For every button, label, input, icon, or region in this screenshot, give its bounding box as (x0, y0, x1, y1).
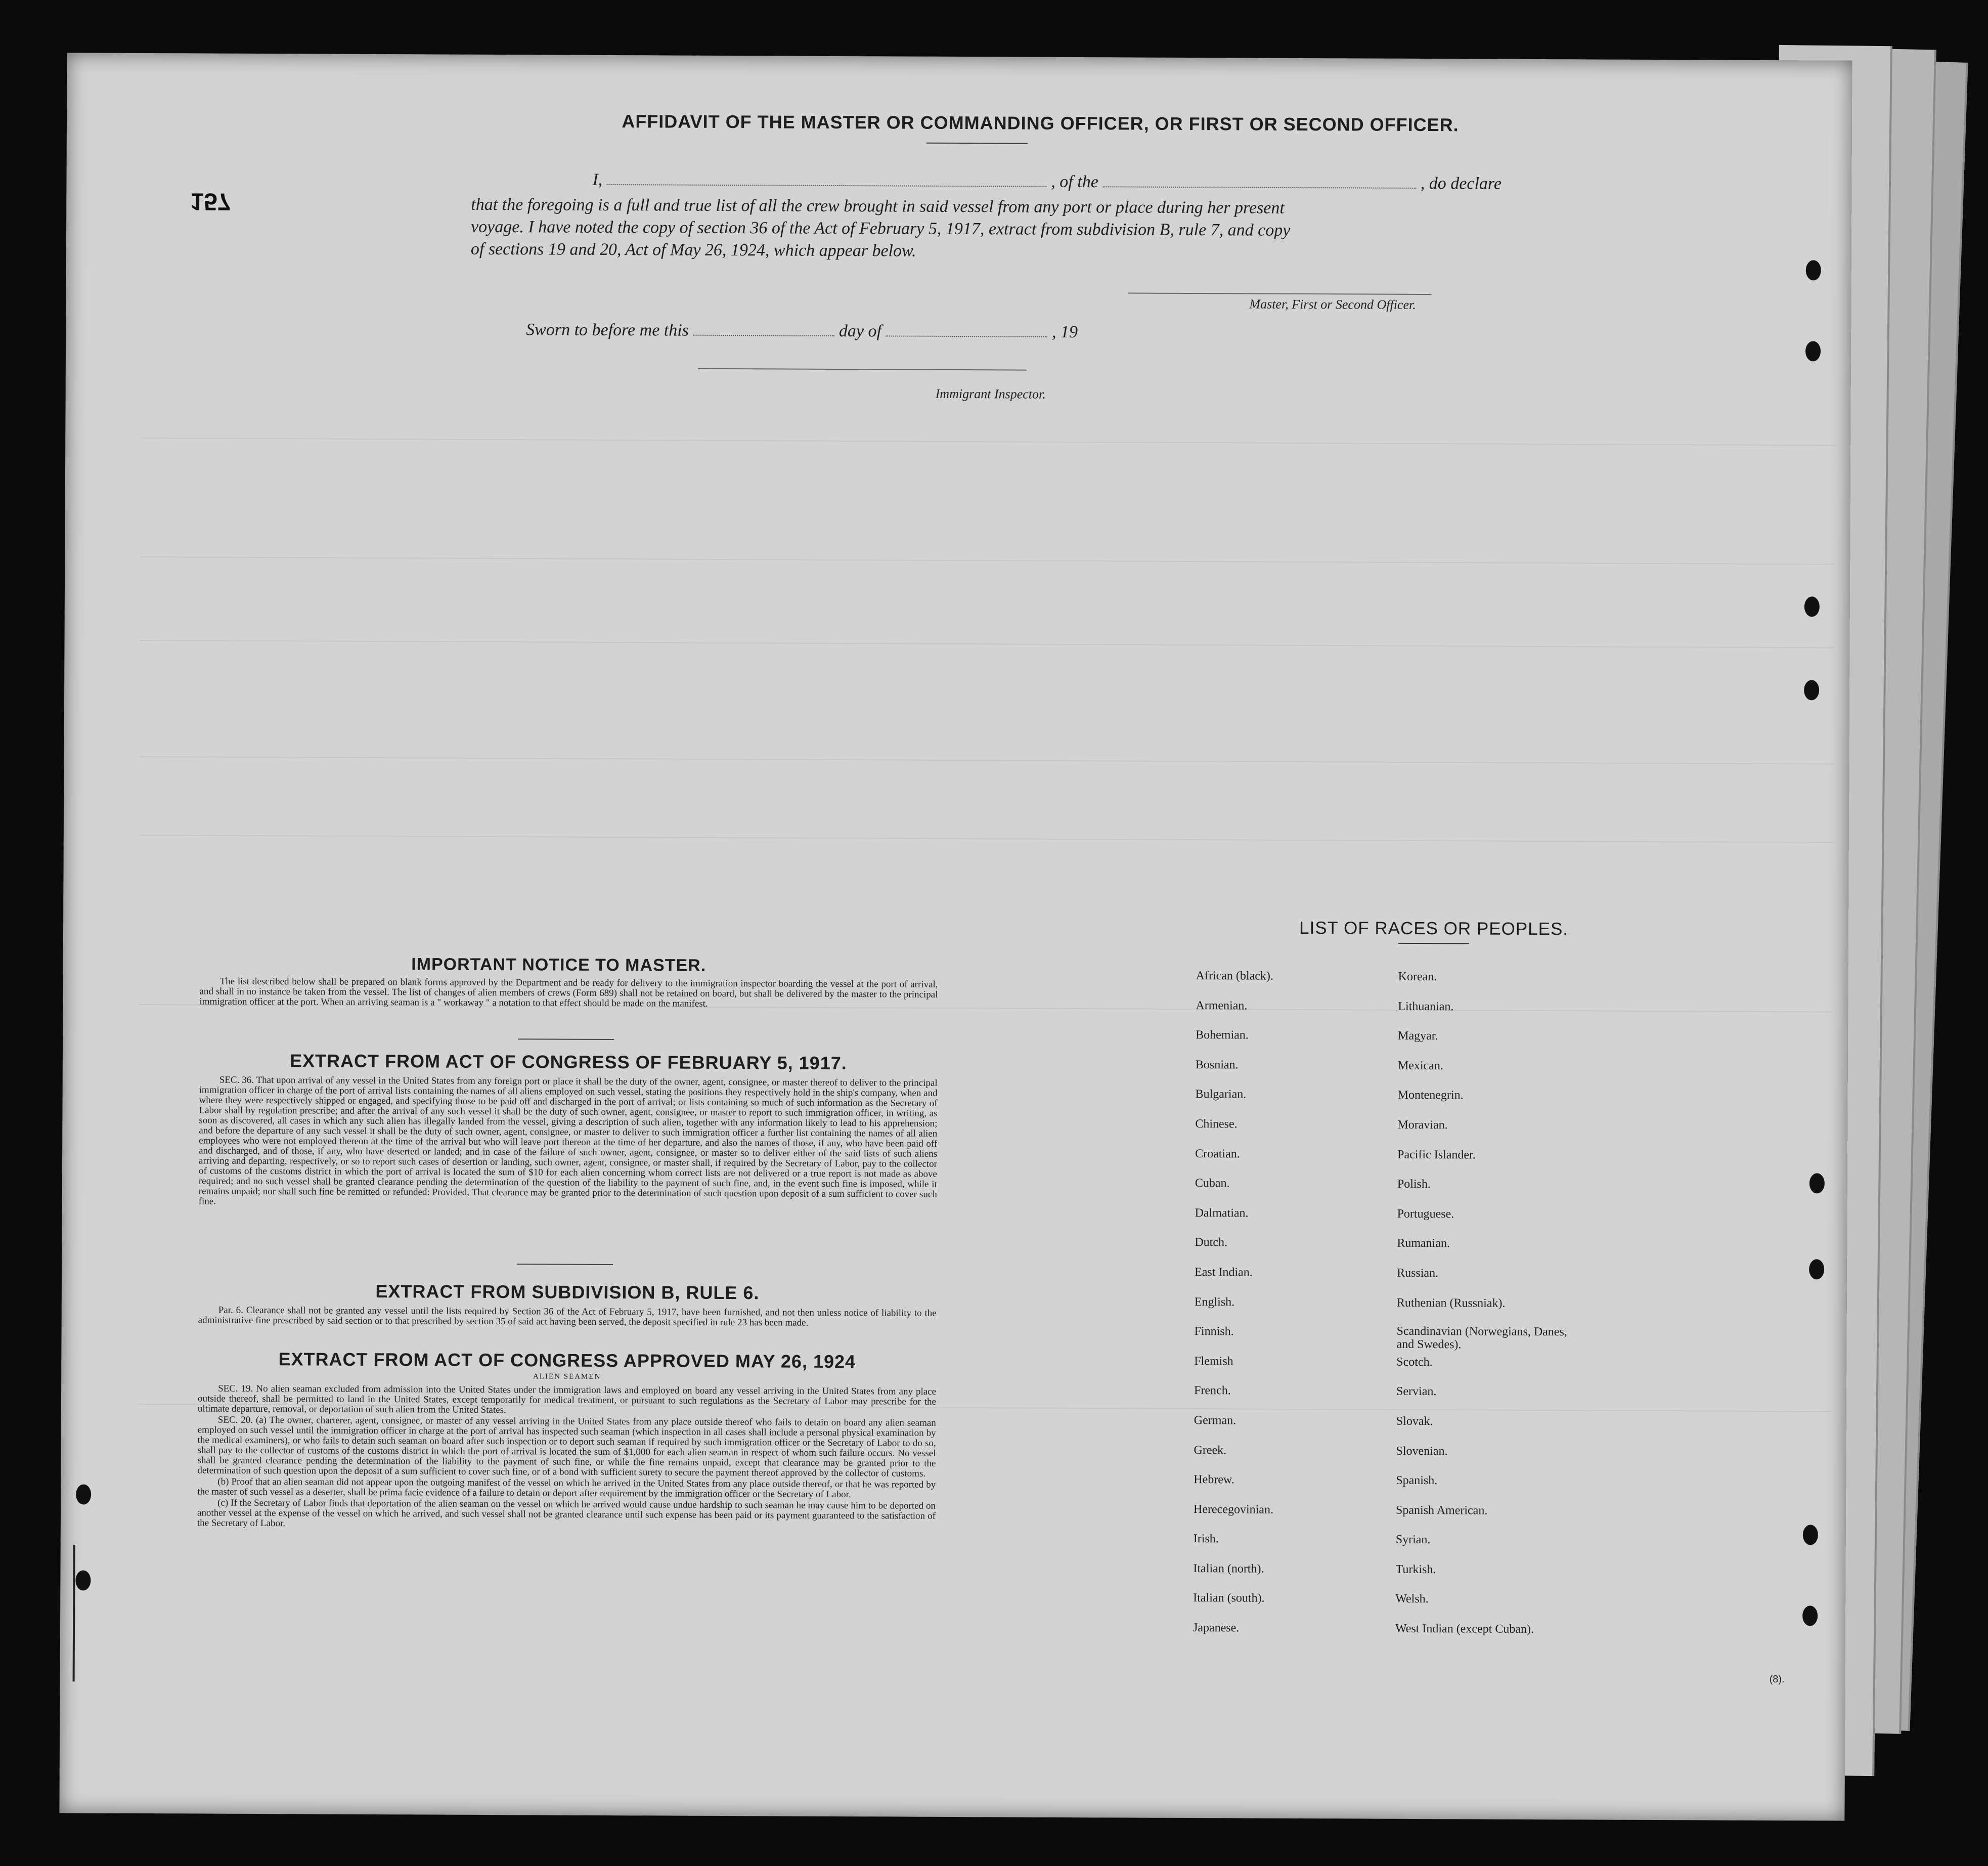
race-item: Irish. (1193, 1532, 1219, 1546)
notice-body (199, 976, 938, 1011)
punch-hole (1803, 1525, 1818, 1545)
race-item: Montenegrin. (1397, 1089, 1464, 1102)
race-item: Moravian. (1397, 1118, 1448, 1132)
race-item: Greek. (1194, 1443, 1227, 1457)
race-item: Bulgarian. (1195, 1088, 1247, 1101)
race-item: Welsh. (1395, 1592, 1429, 1606)
sec20b-text: (b) Proof that an alien seaman did not appear upon the outgoing manifest of the vessel on which he arrived in the United States from any place outside thereof, or that he was reported by the master of such vessel as a deserter, shall be prima facie evidence of a failure to detain or deport after requirement by the immigration officer or the Secretary of Labor. (197, 1476, 936, 1500)
race-item: Polish. (1397, 1177, 1431, 1191)
race-item: Spanish American. (1396, 1503, 1488, 1517)
extract-1917-body (199, 1075, 938, 1210)
race-item: West Indian (except Cuban). (1395, 1622, 1534, 1636)
affidavit-do-declare: , do declare (1420, 173, 1502, 193)
race-item: Italian (south). (1193, 1591, 1265, 1605)
race-item: East Indian. (1195, 1266, 1253, 1279)
race-item: Rumanian. (1397, 1237, 1450, 1250)
race-item: Bohemian. (1196, 1028, 1249, 1042)
extract-1917-text: SEC. 36. That upon arrival of any vessel in the United States from any foreign port or place it shall be the duty of the owner, agent, consignee, or master thereof to deliver to the principal immigration officer in charge of the port of arrival lists containing the names of all aliens employed on such vessel, stating the positions they respectively hold in the ship's company, when and where they were respectively shipped or engaged, and specifying those to be paid off and discharged in the port of arrival; or lists containing so much of such information as the Secretary of Labor shall by regulation prescribe; and after the arrival of any such vessel it shall be the duty of such owner, agent, consignee, or master to report to such immigration officer, in writing, as soon as discovered, all cases in which any such alien has illegally landed from the vessel, giving a description of such alien, together with any information likely to lead to his apprehension; and before the departure of any such vessel it shall be the duty of such owner, agent, consignee, or master to deliver to such immigration officer a further list containing the names of all alien employees who were not employed thereon at the time of the arrival but who will leave port thereon at the time of her departure, and also the names of those, if any, who have been paid off and discharged, and of those, if any, who have deserted or landed; and in case of the failure of such owner, agent, consignee, or master so to deliver either of the said lists of such aliens arriving and departing, respectively, or so to report such cases of desertion or landing, such owner, agent, consignee, or master shall, if required by the Secretary of Labor, pay to the collector of customs of the customs district in which the port of arrival is located the sum of $10 for each alien concerning whom correct lists are not delivered or a true report is not made as above required; and no such vessel shall be granted clearance pending the determination of the question of the liability to the payment of such fine, and, in the event such fine is imposed, while it remains unpaid; nor shall such fine be remitted or refunded: Provided, That clearance may be granted prior to the determination of such question upon deposit of a sum sufficient to cover such fine. (198, 1074, 938, 1207)
document-page (59, 53, 1852, 1820)
race-item: Pacific Islander. (1397, 1148, 1476, 1162)
race-item: Finnish. (1194, 1325, 1234, 1338)
affidavit-title: AFFIDAVIT OF THE MASTER OR COMMANDING OFFICER, OR FIRST OR SECOND OFFICER. (622, 111, 1459, 136)
race-item: Hebrew. (1194, 1473, 1234, 1487)
race-item: Scotch. (1396, 1355, 1433, 1369)
affidavit-line-3: voyage. I have noted the copy of section 36 of the Act of February 5, 1917, extract from subdivision B, rule 7, and copy (471, 217, 1291, 240)
punch-hole (75, 1570, 91, 1590)
day-of-label: day of (838, 321, 882, 341)
race-item: Syrian. (1395, 1533, 1431, 1547)
race-item: Magyar. (1398, 1029, 1438, 1043)
race-item: Servian. (1396, 1385, 1437, 1399)
race-item: Chinese. (1195, 1117, 1238, 1131)
notice-text: The list described below shall be prepared on blank forms approved by the Department and be ready for delivery to the immigration inspector boarding the vessel at the port of arrival, and shall in no instance be taken from the vessel. The list of changes of alien members of crews (Form 689) shall not be retained on board, but shall be delivered by the master to the principal immigration officer at the port. When an arriving seaman is a " workaway " a notation to that effect should be made on the manifest. (199, 976, 938, 1009)
sworn-line (526, 320, 1183, 342)
name-blank (607, 171, 1047, 187)
notice-title: IMPORTANT NOTICE TO MASTER. (411, 954, 706, 975)
day-blank (693, 322, 834, 336)
year-label: , 19 (1051, 322, 1078, 342)
sec20c-text: (c) If the Secretary of Labor finds that deportation of the alien seaman on the vessel on which he arrived would cause undue hardship to such seaman he may cause him to be deported on another vessel at the expense of the vessel on which he arrived, and such vessel shall not be granted clearance until such expense has been paid or its payment guaranteed to the satisfaction of the Secretary of Labor. (197, 1497, 936, 1529)
race-item: Herecegovinian. (1194, 1502, 1274, 1516)
race-item: Portuguese. (1397, 1207, 1454, 1221)
punch-hole (1804, 596, 1820, 617)
race-item: Spanish. (1396, 1473, 1438, 1488)
punch-hole (1809, 1173, 1825, 1193)
race-item: Ruthenian (Russniak). (1396, 1296, 1506, 1310)
race-item: Lithuanian. (1398, 1000, 1454, 1013)
affidavit-declaration-line (471, 170, 1558, 194)
affidavit-of-the: , of the (1051, 172, 1098, 192)
margin-line (73, 1545, 75, 1681)
punch-hole (76, 1484, 91, 1504)
page-number: 157 (190, 188, 231, 215)
extract-1917-title: EXTRACT FROM ACT OF CONGRESS OF FEBRUARY 5, 1917. (289, 1050, 847, 1074)
extract-1924-body (197, 1383, 936, 1532)
divider (926, 143, 1028, 144)
affidavit-line-4: of sections 19 and 20, Act of May 26, 1924, which appear below. (470, 239, 916, 261)
race-item: Armenian. (1196, 999, 1248, 1013)
races-title: LIST OF RACES OR PEOPLES. (1299, 918, 1569, 939)
divider (1398, 943, 1469, 944)
race-item: Cuban. (1195, 1177, 1230, 1190)
vessel-blank (1102, 173, 1416, 189)
race-item: Slovak. (1396, 1414, 1433, 1428)
form-number: (8). (1769, 1674, 1785, 1685)
officer-label: Master, First or Second Officer. (1249, 296, 1416, 312)
month-blank (886, 322, 1047, 337)
sworn-label: Sworn to before me this (526, 320, 689, 340)
race-item: Turkish. (1395, 1563, 1436, 1577)
extract-1924-subtitle: ALIEN SEAMEN (533, 1372, 601, 1381)
race-item: Scandinavian (Norwegians, Danes, and Swedes). (1396, 1324, 1567, 1352)
punch-hole (1804, 680, 1819, 700)
races-column-1 (1193, 968, 1378, 1651)
race-item: Slovenian. (1396, 1444, 1448, 1458)
extract-1924-title: EXTRACT FROM ACT OF CONGRESS APPROVED MAY 26, 1924 (278, 1349, 856, 1372)
races-column-2 (1395, 969, 1601, 1652)
race-item: English. (1194, 1295, 1235, 1309)
race-item: Bosnian. (1195, 1058, 1239, 1072)
affidavit-i: I, (592, 170, 603, 189)
sec20a-text: SEC. 20. (a) The owner, charterer, agent, consignee, or master of any vessel arriving in the United States from any place outside thereof who fails to detain on board any alien seaman employed on such vessel until the immigration officer in charge at the port of arrival has inspected such seaman (which inspection in all cases shall include a personal physical examination by the medical examiners), or who fails to detain such seaman on board after such inspection or to deport such seaman if required by such immigration officer or the Secretary of Labor to do so, shall pay to the collector of customs of the customs district in which the port of arrival is located the sum of $1,000 for each alien seaman in respect of whom such failure occurs. No vessel shall be granted clearance pending the determination of the liability to the payment of such fine, or while the fine remains unpaid, except that clearance may be granted prior to the determination of such question upon the deposit of a sum sufficient to cover such fine, or of a bond with sufficient surety to secure the payment thereof approved by the collector of customs. (197, 1414, 936, 1479)
race-item: Dutch. (1195, 1236, 1228, 1249)
race-item: African (black). (1196, 969, 1273, 983)
race-item: Croatian. (1195, 1147, 1240, 1161)
race-item: Russian. (1397, 1266, 1439, 1280)
race-item: Korean. (1398, 970, 1437, 984)
race-item: German. (1194, 1413, 1236, 1427)
inspector-signature-line (698, 368, 1027, 371)
extract-rule6-title: EXTRACT FROM SUBDIVISION B, RULE 6. (375, 1280, 760, 1304)
extract-rule6-body (198, 1305, 937, 1329)
punch-hole (1809, 1259, 1824, 1279)
divider (518, 1038, 614, 1040)
punch-hole (1802, 1605, 1818, 1626)
punch-hole (1806, 260, 1821, 280)
signature-line (1128, 292, 1432, 295)
race-item: Japanese. (1192, 1621, 1240, 1635)
punch-hole (1805, 341, 1821, 361)
extract-rule6-text: Par. 6. Clearance shall not be granted any vessel until the lists required by Section 36 of the Act of February 5, 1917, have been furnished, and not then unless notice of liability to the administrative fine prescribed by said section or to that prescribed by section 35 of said act having been served, the deposit specified in rule 23 has been made. (198, 1305, 937, 1328)
race-item: French. (1194, 1384, 1231, 1398)
race-item: Italian (north). (1193, 1561, 1264, 1576)
divider (517, 1264, 613, 1265)
affidavit-line-2: that the foregoing is a full and true list of all the crew brought in said vessel from any port or place during her present (471, 195, 1285, 218)
race-item: Dalmatian. (1195, 1206, 1249, 1220)
race-item: Mexican. (1397, 1059, 1443, 1072)
race-item: Flemish (1194, 1354, 1233, 1368)
sec19-text: SEC. 19. No alien seaman excluded from admission into the United States under the immigration laws and employed on board any vessel arriving in the United States from any place outside thereof, shall be permitted to land in the United States, except temporarily for medical treatment, or pursuant to such regulations as the Secretary of Labor may prescribe for the ultimate departure, removal, or deportation of such alien from the United States. (197, 1383, 937, 1416)
inspector-label: Immigrant Inspector. (935, 386, 1046, 402)
